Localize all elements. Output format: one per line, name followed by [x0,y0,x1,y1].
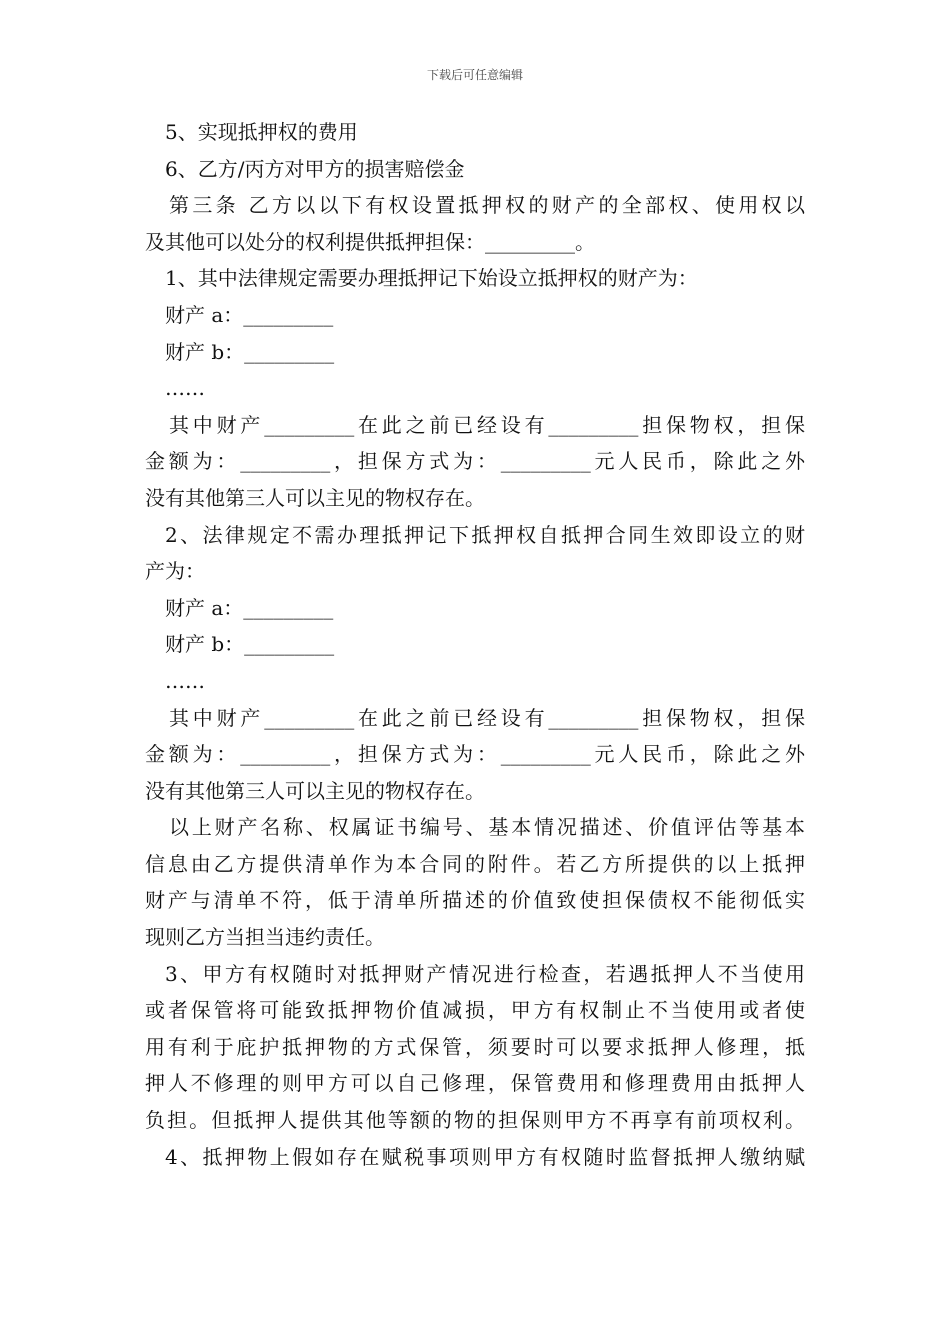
text-line: 金额为：_________，担保方式为：_________元人民币，除此之外 [145,449,805,474]
page-header: 下载后可任意编辑 [426,68,523,82]
text-line: 押人不修理的则甲方可以自己修理，保管费用和修理费用由抵押人 [145,1071,805,1096]
text-line: 财产与清单不符，低于清单所描述的价值致使担保债权不能彻低实 [145,888,805,913]
text-line: 其中财产_________在此之前已经设有_________担保物权，担保 [169,705,805,730]
text-line: 第三条 乙方以以下有权设置抵押权的财产的全部权、使用权以 [169,193,805,218]
text-line: 及其他可以处分的权利提供抵押担保：_________。 [145,229,595,254]
text-line: 以上财产名称、权属证书编号、基本情况描述、价值评估等基本 [169,815,805,840]
text-line: 金额为：_________，担保方式为：_________元人民币，除此之外 [145,742,805,767]
text-line: 1、其中法律规定需要办理抵押记下始设立抵押权的财产为： [165,266,698,291]
text-line: 信息由乙方提供清单作为本合同的附件。若乙方所提供的以上抵押 [145,851,805,876]
text-line: 2、法律规定不需办理抵押记下抵押权自抵押合同生效即设立的财 [165,522,805,547]
text-line: 财产 b：_________ [165,632,335,657]
text-line: 4、抵押物上假如存在赋税事项则甲方有权随时监督抵押人缴纳赋 [165,1144,805,1169]
text-line: 5、实现抵押权的费用 [165,120,358,144]
text-line: 负担。但抵押人提供其他等额的物的担保则甲方不再享有前项权利。 [145,1108,805,1133]
text-line: 产为： [145,559,205,584]
text-line: …… [165,668,205,693]
text-line: 没有其他第三人可以主见的物权存在。 [145,485,485,510]
text-line: 3、甲方有权随时对抵押财产情况进行检查，若遇抵押人不当使用 [165,961,805,986]
text-line: 用有利于庇护抵押物的方式保管，须要时可以要求抵押人修理，抵 [145,1034,805,1059]
text-line: 其中财产_________在此之前已经设有_________担保物权，担保 [169,412,805,437]
text-line: 或者保管将可能致抵押物价值减损，甲方有权制止不当使用或者使 [145,998,805,1023]
text-line: 财产 b：_________ [165,339,335,364]
text-line: 没有其他第三人可以主见的物权存在。 [145,778,485,803]
text-line: …… [165,376,205,401]
document-body [145,114,805,1175]
text-line: 现则乙方当担当违约责任。 [145,925,385,950]
text-line: 财产 a：_________ [165,302,334,327]
text-line: 财产 a：_________ [165,595,334,620]
text-line: 6、乙方/丙方对甲方的损害赔偿金 [165,156,465,181]
